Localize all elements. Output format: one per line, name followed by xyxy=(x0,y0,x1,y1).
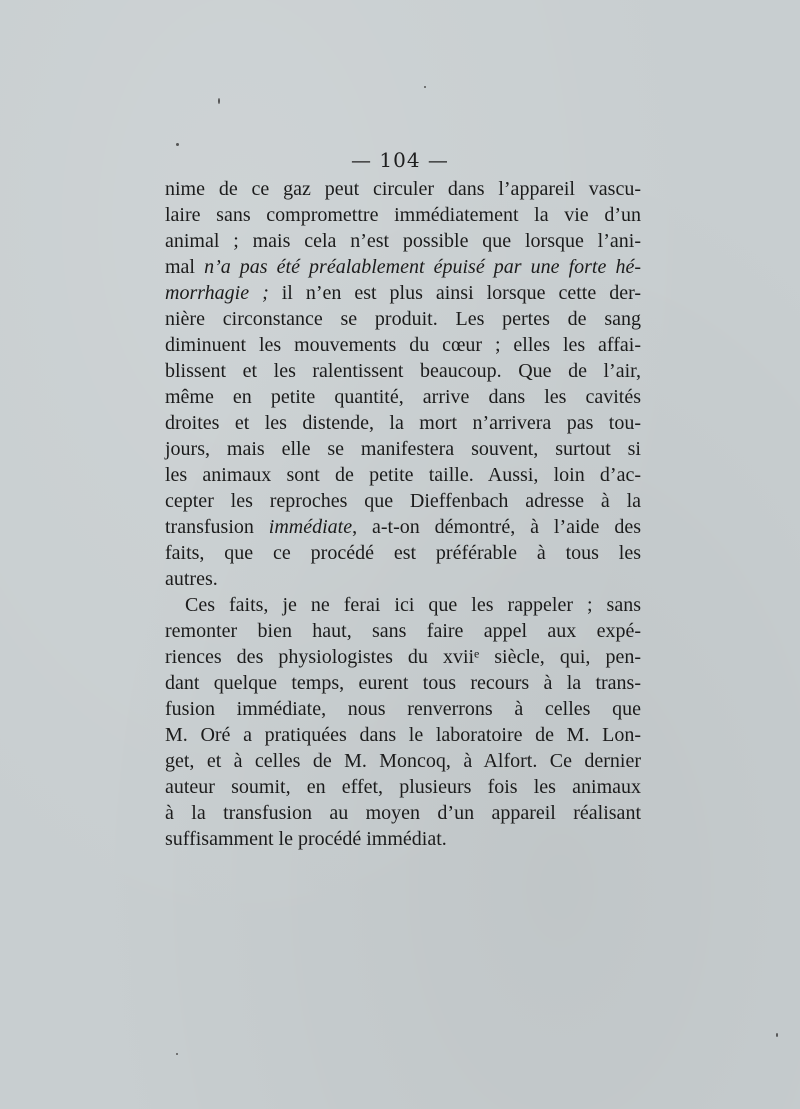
text-line: nime de ce gaz peut circuler dans l’appareil vascu- xyxy=(165,178,641,200)
text-line: remonter bien haut, sans faire appel aux expé- xyxy=(165,620,641,642)
paper-speck xyxy=(176,1053,178,1055)
text-line: nière circonstance se produit. Les pertes de sang xyxy=(165,308,641,330)
page-number: — 104 — xyxy=(351,148,449,172)
italic-text: immédiate xyxy=(268,516,353,538)
text-line: suffisamment le procédé immédiat. xyxy=(165,828,447,850)
text-line: faits, que ce procédé est préférable à tous les xyxy=(165,542,641,564)
text-line: diminuent les mouvements du cœur ; elles les affai- xyxy=(165,334,641,356)
text-line: M. Oré a pratiquées dans le laboratoire de M. Lon- xyxy=(165,724,641,746)
text-line: même en petite quantité, arrive dans les cavités xyxy=(165,386,641,408)
text-line: jours, mais elle se manifestera souvent, surtout si xyxy=(165,438,641,460)
text-line: cepter les reproches que Dieffenbach adresse à la xyxy=(165,490,641,512)
text-line: autres. xyxy=(165,568,218,590)
text-line: get, et à celles de M. Moncoq, à Alfort. Ce dernier xyxy=(165,750,641,772)
text-line xyxy=(165,280,641,306)
paper-speck xyxy=(176,143,179,146)
paper-speck xyxy=(424,86,426,88)
text-line: les animaux sont de petite taille. Aussi, loin d’ac- xyxy=(165,464,641,486)
italic-text: n’a pas été préalablement épuisé par une forte hé- xyxy=(204,256,641,278)
text-line: fusion immédiate, nous renverrons à celles que xyxy=(165,698,641,720)
text-segment: , a-t-on démontré, à l’aide des xyxy=(352,516,641,538)
text-line: auteur soumit, en effet, plusieurs fois les animaux xyxy=(165,776,641,798)
text-line: animal ; mais cela n’est possible que lorsque l’ani- xyxy=(165,230,641,252)
paper-speck xyxy=(218,98,220,104)
text-line xyxy=(165,254,641,280)
text-line: à la transfusion au moyen d’un appareil réalisant xyxy=(165,802,641,824)
paper-speck xyxy=(776,1033,778,1037)
text-segment: mal xyxy=(165,256,205,278)
text-line: droites et les distende, la mort n’arrivera pas tou- xyxy=(165,412,641,434)
text-line xyxy=(165,514,641,540)
text-line: blissent et les ralentissent beaucoup. Que de l’air, xyxy=(165,360,641,382)
text-line: laire sans compromettre immédiatement la vie d’un xyxy=(165,204,641,226)
text-segment: il n’en est plus ainsi lorsque cette der- xyxy=(268,282,641,304)
text-line: riences des physiologistes du xviiᵉ siècle, qui, pen- xyxy=(165,646,641,668)
text-segment: transfusion xyxy=(165,516,269,538)
text-line: dant quelque temps, eurent tous recours à la trans- xyxy=(165,672,641,694)
text-line: Ces faits, je ne ferai ici que les rappeler ; sans xyxy=(185,594,641,616)
italic-text: morrhagie ; xyxy=(165,282,269,304)
body-text xyxy=(165,176,641,852)
